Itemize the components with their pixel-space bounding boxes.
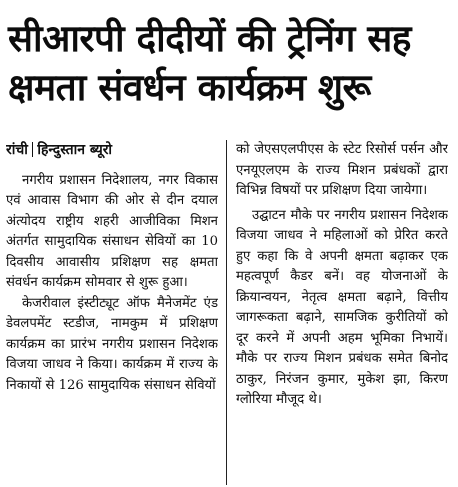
dateline-separator (32, 142, 34, 157)
right-column (236, 140, 448, 485)
right-paragraph-1: को जेएसएलपीएस के स्टेट रिसोर्स पर्सन और एनयूएलएम के राज्य मिशन प्रबंधकों द्वारा विभिन्न विषयों पर प्रशिक्षण दिया जायेगा। (236, 142, 448, 198)
left-paragraph-2: केजरीवाल इंस्टीट्यूट ऑफ मैनेजमेंट एंड डेवलपमेंट स्टडीज, नामकुम में प्रशिक्षण कार्यक्रम का प्रारंभ नगरीय प्रशासन निदेशक विजया जाधव ने किया। कार्यक्रम में राज्य के निकायों से 126 सामुदायिक संसाधन सेवियों (6, 295, 218, 393)
left-column (6, 140, 218, 485)
right-paragraph-2: उद्घाटन मौके पर नगरीय प्रशासन निदेशक विजया जाधव ने महिलाओं को प्रेरित करते हुए कहा कि वे अपनी क्षमता बढ़ाकर एक महत्वपूर्ण कैडर बनें। वह योजनाओं के क्रियान्वयन, नेतृत्व क्षमता बढ़ाने, वित्तीय जागरूकता बढ़ाने, सामजिक कुरीतियों को दूर करने में अपनी अहम भूमिका निभायें। मौके पर राज्य मिशन प्रबंधक समेत बिनोद ठाकुर, निरंजन कुमार, मुकेश झा, किरण ग्लोरिया मौजूद थे। (236, 207, 448, 407)
left-paragraph-1: नगरीय प्रशासन निदेशालय, नगर विकास एवं आवास विभाग की ओर से दीन दयाल अंत्योदय राष्ट्रीय शहरी आजीविका मिशन अंतर्गत सामुदायिक संसाधन सेवियों का 10 दिवसीय आवासीय प्रशिक्षण सह क्षमता संवर्धन कार्यक्रम सोमवार से शुरू हुआ। (6, 172, 218, 290)
column-divider (226, 140, 227, 485)
dateline (6, 140, 218, 161)
headline-line-2: क्षमता संवर्धन कार्यक्रम शुरू (8, 66, 371, 109)
dateline-bureau: हिन्दुस्तान ब्यूरो (37, 142, 113, 158)
headline-line-1: सीआरपी दीदीयों की ट्रेनिंग सह (8, 17, 411, 60)
dateline-place: रांची (6, 142, 28, 158)
headline (0, 0, 458, 126)
